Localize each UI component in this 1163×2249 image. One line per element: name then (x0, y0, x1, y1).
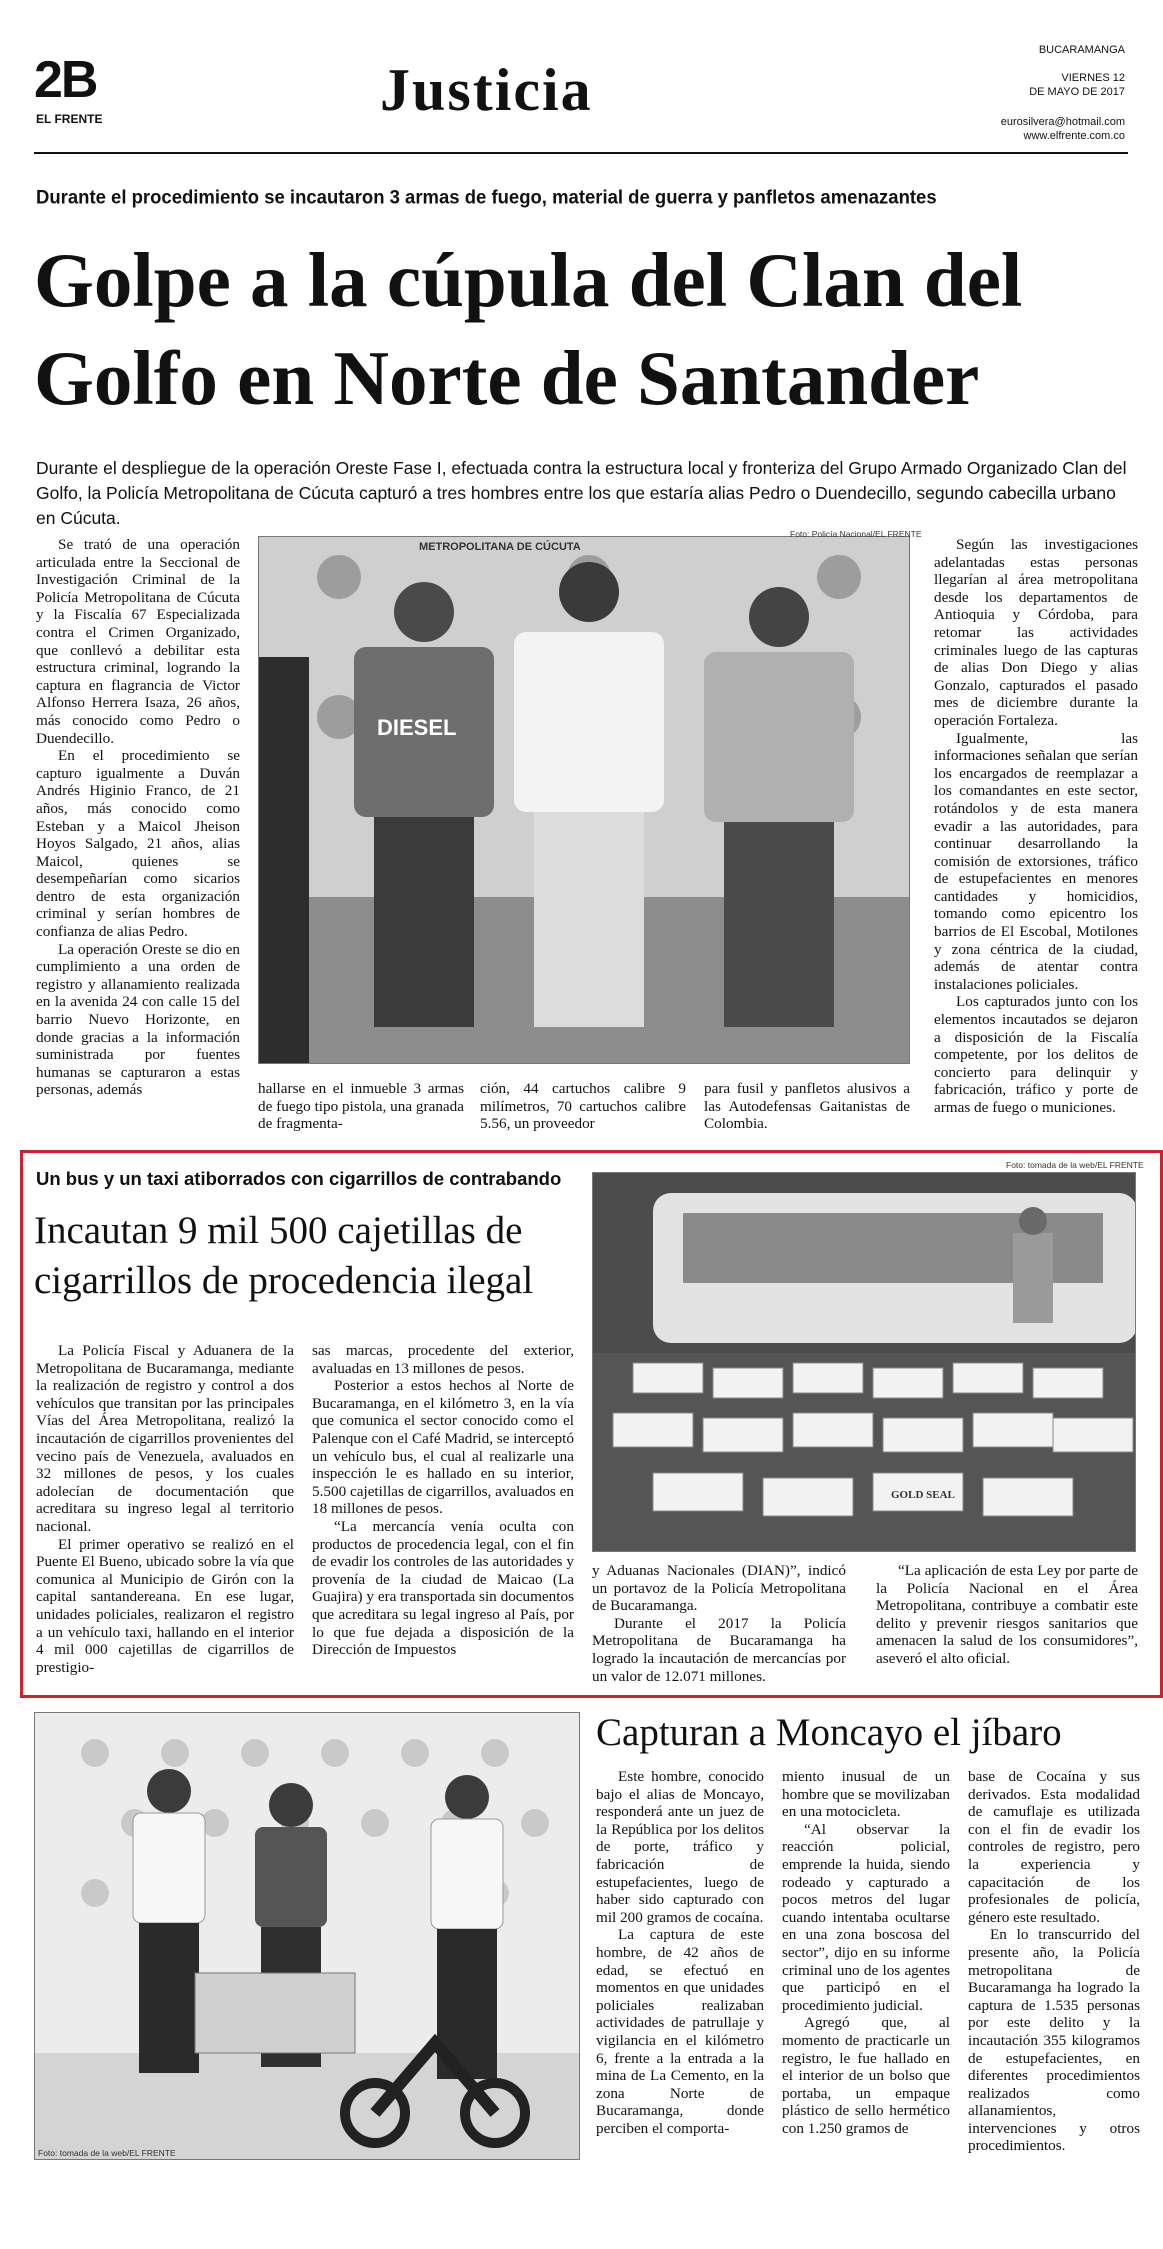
article1-kicker: Durante el procedimiento se incautaron 3 armas de fuego, material de guerra y panfletos amenazantes (36, 185, 937, 208)
article1-column-1 (36, 536, 240, 1099)
paper-name: EL FRENTE (36, 112, 103, 126)
article3-paragraph: Este hombre, conocido bajo el alias de Moncayo, responderá ante un juez de la República por los delitos de porte, tráfico y fabricación de estupefacientes, luego de haber sido capturado con mil 200 gramos de cocaína. (596, 1768, 764, 1926)
article1-photo (258, 536, 910, 1064)
article2-column-1 (36, 1342, 294, 1676)
article3-photo-credit: Foto: tomada de la web/EL FRENTE (38, 2148, 176, 2158)
article1-column-5 (934, 536, 1138, 1117)
article3-headline: Capturan a Moncayo el jíbaro (596, 1711, 1062, 1754)
article3-photo-illustration (35, 1713, 580, 2160)
article1-headline-line2: Golfo en Norte de Santander (34, 335, 980, 421)
article3-paragraph: miento inusual de un hombre que se movilizaban en una motocicleta. (782, 1768, 950, 1821)
article1-photo-shirt-text: DIESEL (377, 715, 457, 740)
article1-photo-backdrop-text: METROPOLITANA DE CÚCUTA (419, 541, 581, 553)
article1-paragraph: Según las investigaciones adelantadas estas personas llegarían al área metropolitana desde los departamentos de Antioquia y Córdoba, para retomar las actividades criminales luego de las capturas de alias Don Diego y alias Gonzalo, capturados el pasado mes de diciembre durante la operación Fortaleza. (934, 536, 1138, 729)
masthead-email[interactable]: eurosilvera@hotmail.com (1000, 116, 1125, 128)
article1-photo-illustration (259, 537, 910, 1064)
masthead-city: BUCARAMANGA (1038, 44, 1125, 56)
article1-column-2 (258, 1080, 464, 1133)
article3-column-2 (782, 1768, 950, 2137)
article2-paragraph: Durante el 2017 la Policía Metropolitana de Bucaramanga ha logrado la incautación de mercancías por un valor de 12.071 millones. (592, 1614, 846, 1685)
article1-paragraph: Los capturados junto con los elementos incautados se dejaron a disposición de la Fiscalía competente, por los delitos de concierto para delinquir y fabricación, tráfico y porte de armas de fuego o municiones. (934, 993, 1138, 1116)
masthead-divider (34, 152, 1128, 154)
masthead-website[interactable]: www.elfrente.com.co (1023, 130, 1125, 142)
article2-headline-line2: cigarrillos de procedencia ilegal (34, 1259, 534, 1302)
article1-paragraph: La operación Oreste se dio en cumplimiento a una orden de registro y allanamiento realizada en la avenida 24 con calle 15 del barrio Nuevo Horizonte, en donde gracias a la información suministrada por fuentes humanas se capturaron a estas personas, además (36, 940, 240, 1099)
article1-column-3 (480, 1080, 686, 1133)
article3-paragraph: “Al observar la reacción policial, emprende la huida, siendo rodeado y capturado a pocos metros del lugar cuando intentaba ocultarse en una zona boscosa del sector”, dijo en su informe criminal uno de los agentes que participó en el procedimiento judicial. (782, 1820, 950, 2014)
article2-photo-illustration (593, 1173, 1136, 1552)
article1-paragraph: En el procedimiento se capturo igualmente a Duván Andrés Higinio Franco, de 21 años, más conocido como Esteban y a Maicol Jheison Hoyos Salgado, 21 años, alias Maicol, quienes se desempeñarían como sicarios dentro de esta organización criminal y serían hombres de confianza de alias Pedro. (36, 747, 240, 941)
article2-photo (592, 1172, 1136, 1552)
article2-headline-line1: Incautan 9 mil 500 cajetillas de (34, 1209, 523, 1252)
article2-column-2 (312, 1342, 574, 1659)
article2-paragraph: El primer operativo se realizó en el Puente El Bueno, ubicado sobre la vía que comunica al Municipio de Girón con la capital santandereana. En ese lugar, unidades policiales, realizaron el registro a un vehículo taxi, hallando en el interior 4 mil 000 cajetillas de cigarrillos de prestigio- (36, 1535, 294, 1676)
article2-paragraph: y Aduanas Nacionales (DIAN)”, indicó un portavoz de la Policía Metropolitana de Bucaramanga. (592, 1562, 846, 1615)
article3-paragraph: La captura de este hombre, de 42 años de edad, se efectuó en momentos en que unidades policiales realizaban actividades de patrullaje y vigilancia en el kilómetro 6, frente a la entrada a la mina de La Cemento, en la zona Norte de Bucaramanga, donde perciben el comporta- (596, 1926, 764, 2137)
article2-photo-box-text: GOLD SEAL (891, 1489, 955, 1501)
article3-photo (34, 1712, 580, 2160)
article2-paragraph: Posterior a estos hechos al Norte de Bucaramanga, en el kilómetro 3, en la vía que comunica el sector conocido como el Palenque con el Café Madrid, se interceptó un vehículo bus, el cual al realizarle una inspección le es hallado en su interior, 5.500 cajetillas de cigarrillos, avaluados en 18 millones de pesos. (312, 1377, 574, 1518)
article1-photo-credit: Foto: Policía Nacional/EL FRENTE (790, 529, 922, 539)
article3-column-1 (596, 1768, 764, 2137)
masthead-date-line1: VIERNES 12 (1061, 72, 1125, 84)
article2-photo-credit: Foto: tomada de la web/EL FRENTE (1006, 1160, 1144, 1170)
article2-paragraph: “La aplicación de esta Ley por parte de la Policía Nacional en el Área Metropolitana, contribuye a combatir este delito y prevenir riesgos sanitarios que amenacen la salud de los consumidores”, aseveró el alto oficial. (876, 1562, 1138, 1667)
article1-paragraph: hallarse en el inmueble 3 armas de fuego tipo pistola, una granada de fragmenta- (258, 1080, 464, 1133)
article1-paragraph: Igualmente, las informaciones señalan que serían los encargados de reemplazar a los comandantes en este sector, rotándolos y de esta manera evadir a las autoridades, para continuar desarrollando la comisión de extorsiones, tráfico de estupefacientes en menores cantidades y homicidios, tomando como epicentro los barrios de El Escobal, Motilones y zona céntrica de la ciudad, además de atentar contra instalaciones policiales. (934, 729, 1138, 993)
article3-column-3 (968, 1768, 1140, 2155)
article2-kicker: Un bus y un taxi atiborrados con cigarrillos de contrabando (36, 1168, 562, 1189)
page-number: 2B (34, 51, 97, 109)
article1-lead: Durante el despliegue de la operación Oreste Fase I, efectuada contra la estructura local y fronteriza del Grupo Armado Organizado Clan del Golfo, la Policía Metropolitana de Cúcuta capturó a tres hombres entre los que estaría alias Pedro o Duendecillo, segundo cabecilla urbano en Cúcuta. (36, 458, 1127, 528)
article1-column-4 (704, 1080, 910, 1133)
article1-headline-line1: Golpe a la cúpula del Clan del (34, 237, 1023, 323)
article2-column-3 (592, 1562, 846, 1685)
article2-paragraph: “La mercancía venía oculta con productos de procedencia legal, con el fin de evadir los controles de las autoridades y provenía de la ciudad de Maicao (La Guajira) y era transportada sin documentos que acreditara su legal ingreso al País, por lo que fue dejada a disposición de la Dirección de Impuestos (312, 1517, 574, 1659)
article2-paragraph: sas marcas, procedente del exterior, avaluadas en 13 millones de pesos. (312, 1342, 574, 1377)
article1-paragraph: ción, 44 cartuchos calibre 9 milímetros, 70 cartuchos calibre 5.56, un proveedor (480, 1080, 686, 1133)
article1-paragraph: Se trató de una operación articulada entre la Seccional de Investigación Criminal de la Policía Metropolitana de Cúcuta y la Fiscalía 67 Especializada contra el Crimen Organizado, que conllevó a debilitar esta estructura criminal, logrando la captura en flagrancia de Victor Alfonso Herrera Isaza, 26 años, más conocido como Pedro o Duendecillo. (36, 536, 240, 747)
article1-paragraph: para fusil y panfletos alusivos a las Autodefensas Gaitanistas de Colombia. (704, 1080, 910, 1133)
section-title: Justicia (380, 57, 593, 123)
article3-paragraph: Agregó que, al momento de practicarle un registro, le fue hallado en el interior de un bolso que portaba, un empaque plástico de sello hermético con 1.250 gramos de (782, 2014, 950, 2137)
article3-paragraph: En lo transcurrido del presente año, la Policía metropolitana de Bucaramanga ha logrado la captura de 1.535 personas por este delito y la incautación 355 kilogramos de estupefacientes, en diferentes procedimientos realizados como allanamientos, intervenciones y otros procedimientos. (968, 1926, 1140, 2155)
article3-paragraph: base de Cocaína y sus derivados. Esta modalidad de camuflaje es utilizada con el fin de evadir los controles de registro, pero la experiencia y capacitación de los profesionales de policía, género este resultado. (968, 1768, 1140, 1926)
article2-paragraph: La Policía Fiscal y Aduanera de la Metropolitana de Bucaramanga, mediante la realización de registro y control a dos vehículos que transitan por las principales Vías del Área Metropolitana, realizó la incautación de cigarrillos provenientes del vecino país de Venezuela, avaluados en 32 millones de pesos, y los cuales adolecían de documentación que acreditara su ingreso legal al territorio nacional. (36, 1342, 294, 1535)
article2-column-4 (876, 1562, 1138, 1668)
masthead-date-line2: DE MAYO DE 2017 (1029, 86, 1125, 98)
